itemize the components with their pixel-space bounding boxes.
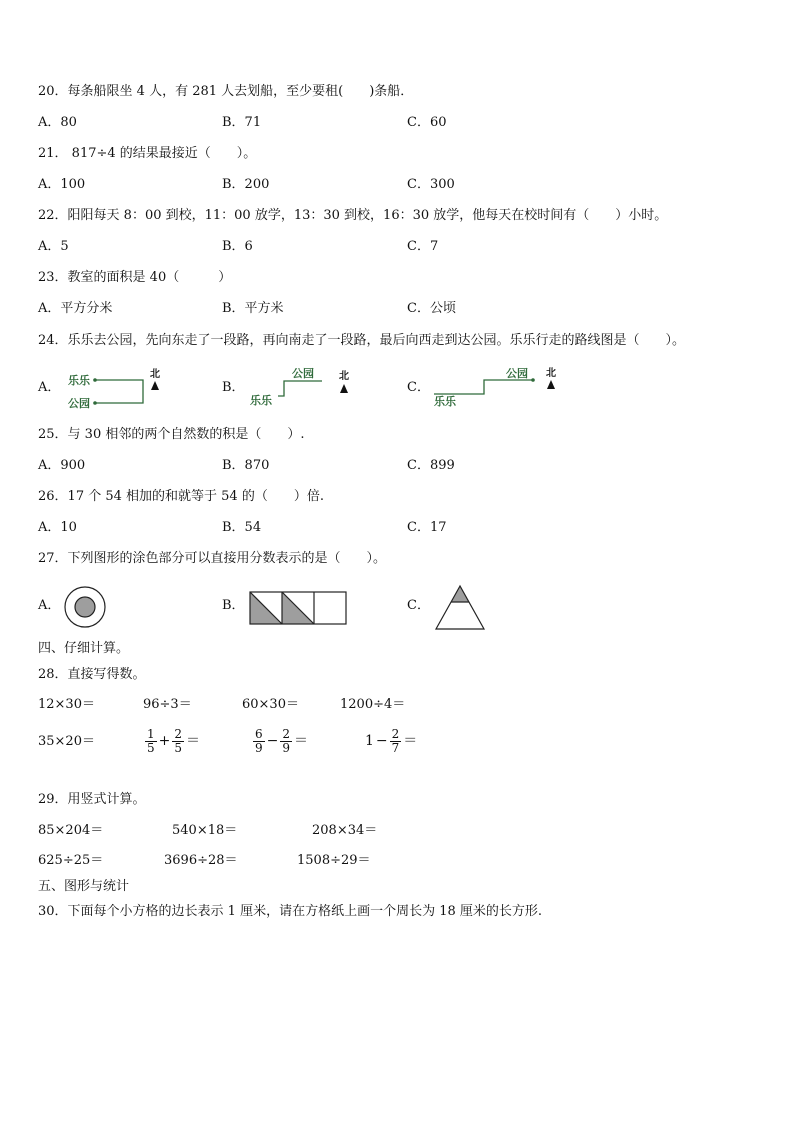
q29-expr-2: 540×18＝: [172, 823, 238, 838]
q22-option-a[interactable]: A．5: [38, 239, 69, 254]
q26-option-c[interactable]: C．17: [407, 520, 447, 535]
q20-option-a[interactable]: A．80: [38, 115, 77, 130]
q20-option-b[interactable]: B．71: [222, 115, 262, 130]
ring-inner-shaded-circle: [75, 597, 95, 617]
fraction: $\frac{2}{5}$: [174, 726, 183, 755]
q29-expr-3: 208×34＝: [312, 823, 378, 838]
q28-expr-8: 1 − $\frac{2}{7}$ ＝: [365, 726, 418, 755]
q25-stem: 25．与 30 相邻的两个自然数的积是（ ）.: [38, 427, 305, 442]
map-b-end-label: 公园: [292, 367, 314, 380]
q24-route-map-b: [246, 362, 358, 412]
section-4-heading: 四、仔细计算。: [38, 641, 130, 656]
q27-stem: 27．下列图形的涂色部分可以直接用分数表示的是（ ）。: [38, 551, 387, 566]
q25-option-c[interactable]: C．899: [407, 458, 455, 473]
fraction: $\frac{2}{7}$: [391, 726, 400, 755]
q26-stem: 26．17 个 54 相加的和就等于 54 的（ ）倍.: [38, 489, 324, 504]
q29-stem: 29．用竖式计算。: [38, 792, 146, 807]
q21-option-a[interactable]: A．100: [38, 177, 86, 192]
fraction: $\frac{6}{9}$: [255, 726, 263, 755]
q27-figure-ring: [63, 585, 107, 629]
map-c-route-line: [434, 380, 533, 394]
map-c-north-arrow-icon: [547, 380, 555, 389]
q24-option-c[interactable]: C．: [407, 380, 430, 395]
map-b-north-label: 北: [339, 371, 349, 382]
map-a-start-label: 乐乐: [68, 374, 90, 387]
q21-option-b[interactable]: B．200: [222, 177, 270, 192]
q27-option-b[interactable]: B．: [222, 598, 245, 613]
q28-stem: 28．直接写得数。: [38, 667, 146, 682]
map-a-route-line: [95, 380, 143, 403]
q21-option-c[interactable]: C．300: [407, 177, 455, 192]
q29-expr-1: 85×204＝: [38, 823, 104, 838]
map-a-end-label: 公园: [68, 397, 90, 410]
q28-expr-4: 1200÷4＝: [340, 697, 406, 712]
map-a-north-label: 北: [150, 369, 160, 380]
q23-option-a[interactable]: A．平方分米: [38, 301, 113, 316]
q23-stem: 23．教室的面积是 40（ ）: [38, 270, 232, 285]
map-b-route-line: [278, 381, 322, 396]
q24-stem: 24．乐乐去公园，先向东走了一段路，再向南走了一段路，最后向西走到达公园。乐乐行走的路线图是（ ）。: [38, 333, 686, 348]
section-5-heading: 五、图形与统计: [38, 879, 130, 894]
q28-expr-3: 60×30＝: [242, 697, 299, 712]
map-c-north-label: 北: [546, 368, 556, 379]
q20-option-c[interactable]: C．60: [407, 115, 447, 130]
q20-stem: 20．每条船限坐 4 人，有 281 人去划船，至少要租( )条船．: [38, 84, 414, 99]
triangle-shaded-top: [451, 586, 469, 602]
q30-stem: 30．下面每个小方格的边长表示 1 厘米，请在方格纸上画一个周长为 18 厘米的长方形.: [38, 904, 543, 919]
q25-option-b[interactable]: B．870: [222, 458, 270, 473]
map-c-end-label: 公园: [506, 367, 528, 380]
q25-option-a[interactable]: A．900: [38, 458, 86, 473]
q24-option-b[interactable]: B．: [222, 380, 245, 395]
q22-stem: 22．阳阳每天 8：00 到校，11：00 放学，13：30 到校，16：30 放学，他每天在校时间有（ ）小时。: [38, 208, 668, 223]
map-c-end-dot: [531, 378, 535, 382]
q27-option-a[interactable]: A．: [38, 598, 61, 613]
q22-option-b[interactable]: B．6: [222, 239, 253, 254]
q24-route-map-c: [430, 362, 566, 412]
map-a-north-arrow-icon: [151, 381, 159, 390]
q23-option-c[interactable]: C．公顷: [407, 301, 456, 316]
q24-route-map-a: [64, 364, 168, 412]
fraction: $\frac{1}{5}$: [147, 726, 155, 755]
q26-option-a[interactable]: A．10: [38, 520, 77, 535]
q24-option-a[interactable]: A．: [38, 380, 61, 395]
q28-expr-7: $\frac{6}{9}$ − $\frac{2}{9}$ ＝: [255, 726, 309, 755]
q28-expr-6: $\frac{1}{5}$ + $\frac{2}{5}$ ＝: [147, 726, 201, 755]
map-b-north-arrow-icon: [340, 384, 348, 393]
q28-expr-2: 96÷3＝: [143, 697, 192, 712]
q27-figure-triangle: [433, 584, 489, 632]
q28-expr-5: 35×20＝: [38, 734, 95, 749]
q28-expr-1: 12×30＝: [38, 697, 95, 712]
q26-option-b[interactable]: B．54: [222, 520, 262, 535]
q27-option-c[interactable]: C．: [407, 598, 430, 613]
q29-expr-5: 3696÷28＝: [164, 853, 238, 868]
map-b-start-label: 乐乐: [250, 394, 272, 407]
fraction: $\frac{2}{9}$: [282, 726, 291, 755]
map-a-end-dot: [93, 401, 97, 405]
q27-figure-squares: [248, 590, 352, 626]
q22-option-c[interactable]: C．7: [407, 239, 439, 254]
q23-option-b[interactable]: B．平方米: [222, 301, 284, 316]
map-c-start-label: 乐乐: [434, 395, 456, 408]
q29-expr-4: 625÷25＝: [38, 853, 104, 868]
map-a-start-dot: [93, 378, 97, 382]
q21-stem: 21． 817÷4 的结果最接近（ ）。: [38, 146, 257, 161]
q29-expr-6: 1508÷29＝: [297, 853, 371, 868]
